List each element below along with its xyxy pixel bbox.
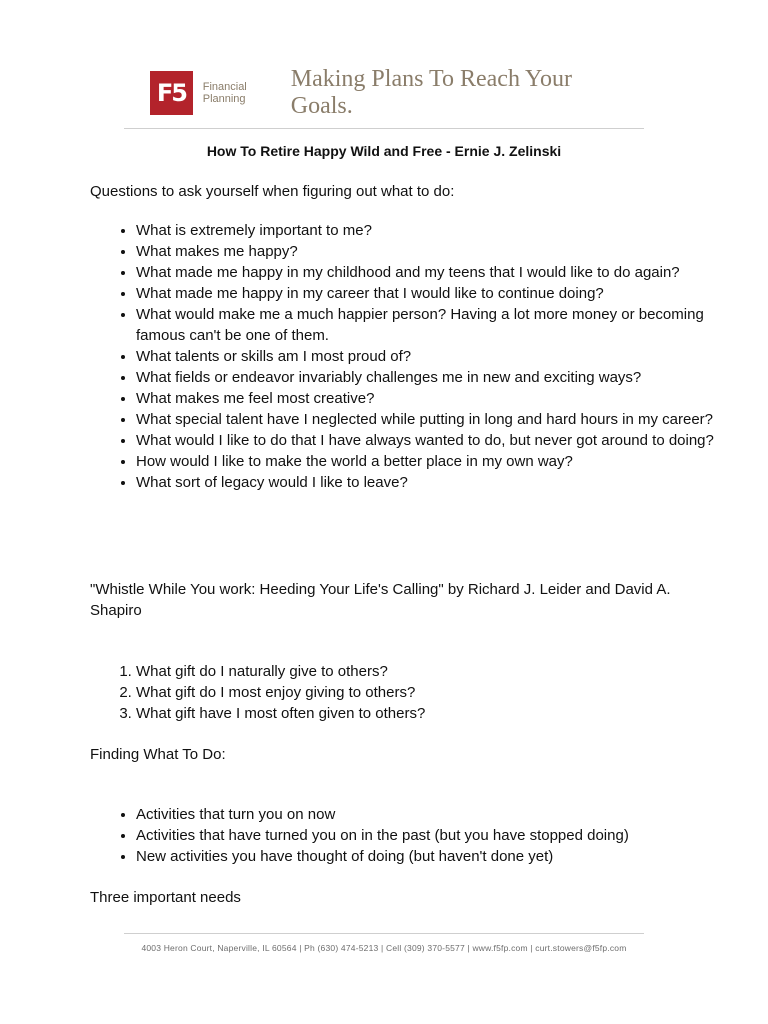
finding-heading: Finding What To Do:: [90, 746, 226, 763]
book-reference: "Whistle While You work: Heeding Your Life's Calling" by Richard J. Leider and David A. Shapiro: [90, 581, 671, 619]
list-item: • New activities you have thought of doing (but haven't done yet): [136, 846, 716, 867]
list-item: 3. What gift have I most often given to others?: [136, 703, 716, 724]
list-item: • What would I like to do that I have always wanted to do, but never got around to doing?: [136, 430, 716, 451]
letterhead: [150, 66, 630, 119]
logo-line-1: Financial: [202, 81, 247, 93]
logo-mark: F5: [156, 79, 186, 107]
footer-contact: 4003 Heron Court, Naperville, IL 60564 | Ph (630) 474-5213 | Cell (309) 370-5577 | www.f5fp.com | curt.stowers@f5fp.com: [141, 943, 627, 953]
list-item: • What made me happy in my childhood and my teens that I would like to do again?: [136, 262, 716, 283]
header-divider: [124, 128, 644, 129]
footer-divider: [124, 933, 644, 934]
needs-heading: Three important needs: [90, 889, 241, 906]
logo-text: [203, 81, 247, 105]
f5-logo-icon: [150, 71, 193, 115]
page-title: How To Retire Happy Wild and Free - Ernie J. Zelinski: [206, 143, 562, 159]
list-item: • What special talent have I neglected while putting in long and hard hours in my career?: [136, 409, 716, 430]
list-item: • Activities that have turned you on in the past (but you have stopped doing): [136, 825, 716, 846]
intro-text: Questions to ask yourself when figuring out what to do:: [90, 183, 455, 200]
list-item: 1. What gift do I naturally give to others?: [136, 661, 716, 682]
list-item: • What sort of legacy would I like to leave?: [136, 472, 716, 493]
list-item: 2. What gift do I most enjoy giving to others?: [136, 682, 716, 703]
list-item: • Activities that turn you on now: [136, 804, 716, 825]
list-item: • What is extremely important to me?: [136, 220, 716, 241]
list-item: • What made me happy in my career that I would like to continue doing?: [136, 283, 716, 304]
list-item: • What makes me happy?: [136, 241, 716, 262]
questions-list: [90, 220, 716, 493]
list-item: • What makes me feel most creative?: [136, 388, 716, 409]
list-item: • What would make me a much happier person? Having a lot more money or becoming famous can't be one of them.: [136, 304, 716, 346]
tagline: Making Plans To Reach Your Goals.: [290, 66, 572, 119]
logo-line-2: Planning: [202, 93, 246, 105]
list-item: • How would I like to make the world a better place in my own way?: [136, 451, 716, 472]
activities-list: [90, 804, 716, 867]
list-item: • What talents or skills am I most proud of?: [136, 346, 716, 367]
list-item: • What fields or endeavor invariably challenges me in new and exciting ways?: [136, 367, 716, 388]
gift-questions-list: [90, 661, 716, 724]
